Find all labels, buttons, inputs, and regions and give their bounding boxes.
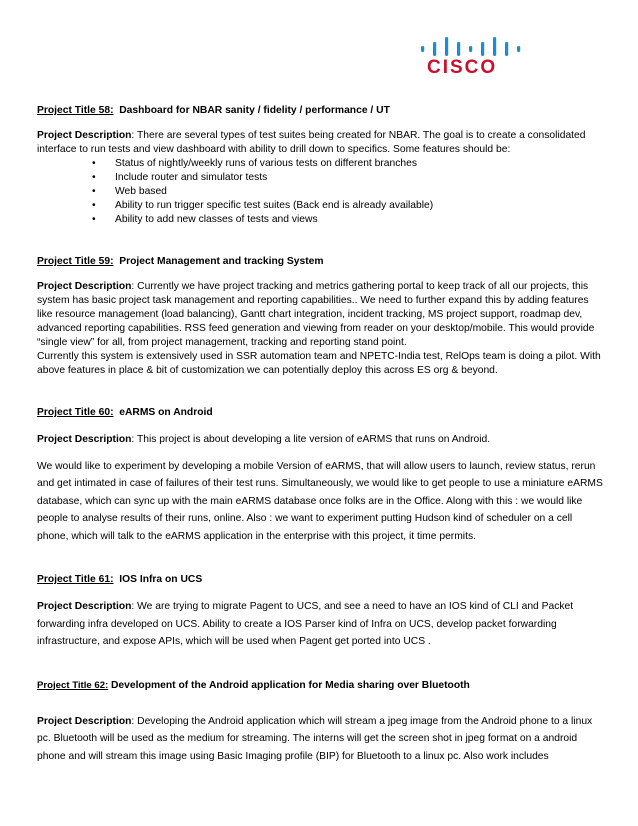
list-item: • Include router and simulator tests bbox=[92, 171, 603, 185]
list-item: • Status of nightly/weekly runs of various tests on different branches bbox=[92, 157, 603, 171]
project-description-extra: Currently this system is extensively used in SSR automation team and NPETC-India test, RelOps team is doing a pilot. With above features in place & bit of customization we can potentially deploy this across ES org & beyond. bbox=[37, 351, 601, 376]
project-title-text: Project Management and tracking System bbox=[119, 256, 324, 267]
project-title-text: Dashboard for NBAR sanity / fidelity / performance / UT bbox=[119, 105, 390, 116]
project-58 bbox=[37, 104, 603, 227]
project-description bbox=[37, 280, 603, 350]
feature-list bbox=[37, 157, 603, 227]
list-item: • Ability to run trigger specific test suites (Back end is already available) bbox=[92, 199, 603, 213]
cisco-logo bbox=[413, 36, 525, 82]
project-title-number: Project Title 62: bbox=[37, 679, 109, 691]
project-title-text: Development of the Android application for Media sharing over Bluetooth bbox=[110, 679, 470, 691]
description-label: Project Description bbox=[37, 434, 132, 445]
project-title-number: Project Title 58: bbox=[37, 105, 114, 116]
project-description bbox=[37, 713, 603, 766]
project-description-extra: We would like to experiment by developing a mobile Version of eARMS, that will allow users to launch, review status, rerun and get intimated in case of failures of their test runs. Simultaneously, we would like to get people to use a miniature eARMS database, which can sync up with the main eARMS database once folks are in the Office. Along with this : we would like people to analyse results of their runs, online. Also : we want to experiment putting Hudson kind of scheduler on a cell phone, which will talk to the eARMS application in the enterprise with this project, it time permits. bbox=[37, 460, 603, 542]
project-title-number: Project Title 60: bbox=[37, 407, 114, 418]
project-62 bbox=[37, 679, 603, 766]
description-text: : This project is about developing a lite version of eARMS that runs on Android. bbox=[131, 434, 491, 445]
project-60 bbox=[37, 406, 603, 545]
project-title bbox=[37, 573, 603, 587]
project-title-text: eARMS on Android bbox=[119, 407, 213, 418]
description-label: Project Description bbox=[37, 281, 132, 292]
project-title bbox=[37, 679, 603, 693]
project-title bbox=[37, 255, 603, 269]
list-item: • Ability to add new classes of tests and views bbox=[92, 213, 603, 227]
description-text: : Currently we have project tracking and metrics gathering portal to keep track of all our projects, this system has basic project task management and reporting capabilities.. We need to further expand this by adding features like resource management (load balancing), Gantt chart integration, incident tracking, MS project support, roadmap dev, advanced reporting capabilities. RSS feed generation and viewing from reader on your desktop/mobile. This would provide “single view” for all, from project management, tracking and reporting stand point. bbox=[37, 281, 595, 348]
document-body bbox=[37, 104, 603, 765]
description-label: Project Description bbox=[37, 130, 132, 141]
project-title-number: Project Title 59: bbox=[37, 256, 114, 267]
description-label: Project Description bbox=[37, 715, 132, 727]
project-description bbox=[37, 431, 603, 449]
cisco-bridge-bars-icon bbox=[413, 36, 525, 56]
project-title-text: IOS Infra on UCS bbox=[119, 574, 203, 585]
project-59 bbox=[37, 255, 603, 378]
description-text: : We are trying to migrate Pagent to UCS, and see a need to have an IOS kind of CLI and Packet forwarding infra developed on UCS. Ability to create a IOS Parser kind of Infra on UCS, develop packet forwarding infrastructure, and expose APIs, which will be used when Pagent get ported into UCS . bbox=[37, 601, 574, 647]
project-61 bbox=[37, 573, 603, 651]
project-title bbox=[37, 104, 603, 118]
project-description bbox=[37, 598, 603, 651]
description-text: : Developing the Android application which will stream a jpeg image from the Android phone to a linux pc. Bluetooth will be used as the medium for streaming. The interns will get the screen shot in jpeg format on a android phone and will stream this image using Basic Imaging profile (BIP) for Bluetooth to a linux pc. Also work includes bbox=[37, 715, 593, 762]
description-text: : There are several types of test suites being created for NBAR. The goal is to create a consolidated interface to run tests and view dashboard with ability to drill down to specifics. Some features should be: bbox=[37, 130, 586, 155]
description-label: Project Description bbox=[37, 601, 132, 612]
project-description bbox=[37, 129, 603, 157]
cisco-wordmark: CISCO bbox=[427, 57, 498, 78]
project-title-number: Project Title 61: bbox=[37, 574, 114, 585]
list-item: • Web based bbox=[92, 185, 603, 199]
project-title bbox=[37, 406, 603, 420]
